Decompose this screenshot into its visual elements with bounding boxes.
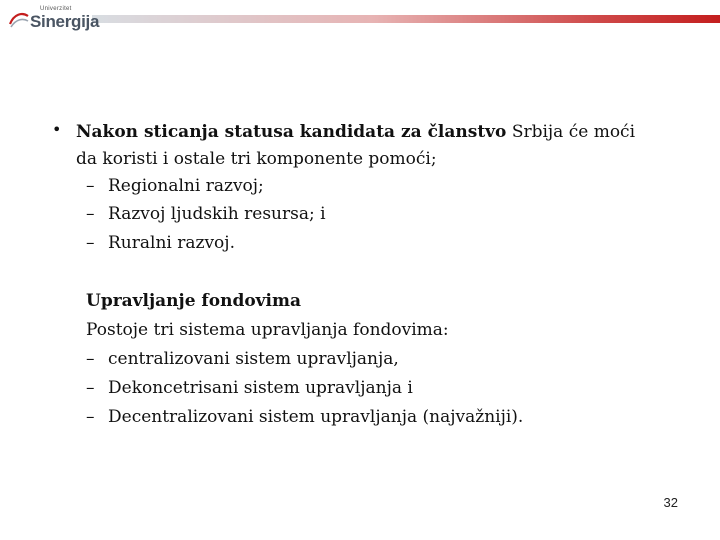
dash-marker: – [86, 378, 95, 398]
dash-marker: – [86, 176, 95, 196]
logo-super-text: Univerzitet [40, 6, 72, 12]
page-number: 32 [663, 495, 678, 510]
bullet-marker: • [52, 120, 62, 139]
dash-marker: – [86, 233, 95, 253]
funds-item-text: centralizovani sistem upravljanja, [108, 349, 399, 369]
funds-item [86, 377, 413, 399]
dash-marker: – [86, 349, 95, 369]
dash-marker: – [86, 407, 95, 427]
funds-heading: Upravljanje fondovima [86, 291, 302, 311]
bullet-bold-text: Nakon sticanja statusa kandidata za članstvo [76, 122, 507, 142]
funds-item-text: Decentralizovani sistem upravljanja (najvažniji). [108, 407, 524, 427]
sub-item [86, 232, 235, 254]
bullet-line-1 [76, 121, 635, 143]
funds-item [86, 406, 523, 428]
header-accent-bar [92, 15, 720, 23]
sub-item [86, 175, 264, 197]
sub-item-text: Razvoj ljudskih resursa; i [108, 204, 326, 224]
bullet-rest-text: Srbija će moći [511, 122, 636, 142]
funds-item-text: Dekoncetrisani sistem upravljanja i [108, 378, 413, 398]
sub-item-text: Regionalni razvoj; [108, 176, 264, 196]
sub-item-text: Ruralni razvoj. [108, 233, 235, 253]
dash-marker: – [86, 204, 95, 224]
university-logo [8, 6, 100, 32]
funds-intro: Postoje tri sistema upravljanja fondovima: [86, 320, 449, 340]
logo-name: Sinergija [30, 12, 100, 31]
sub-item [86, 203, 326, 225]
bullet-line-2: da koristi i ostale tri komponente pomoći; [76, 149, 437, 169]
funds-item [86, 348, 399, 370]
logo-swoosh-icon [8, 10, 30, 30]
